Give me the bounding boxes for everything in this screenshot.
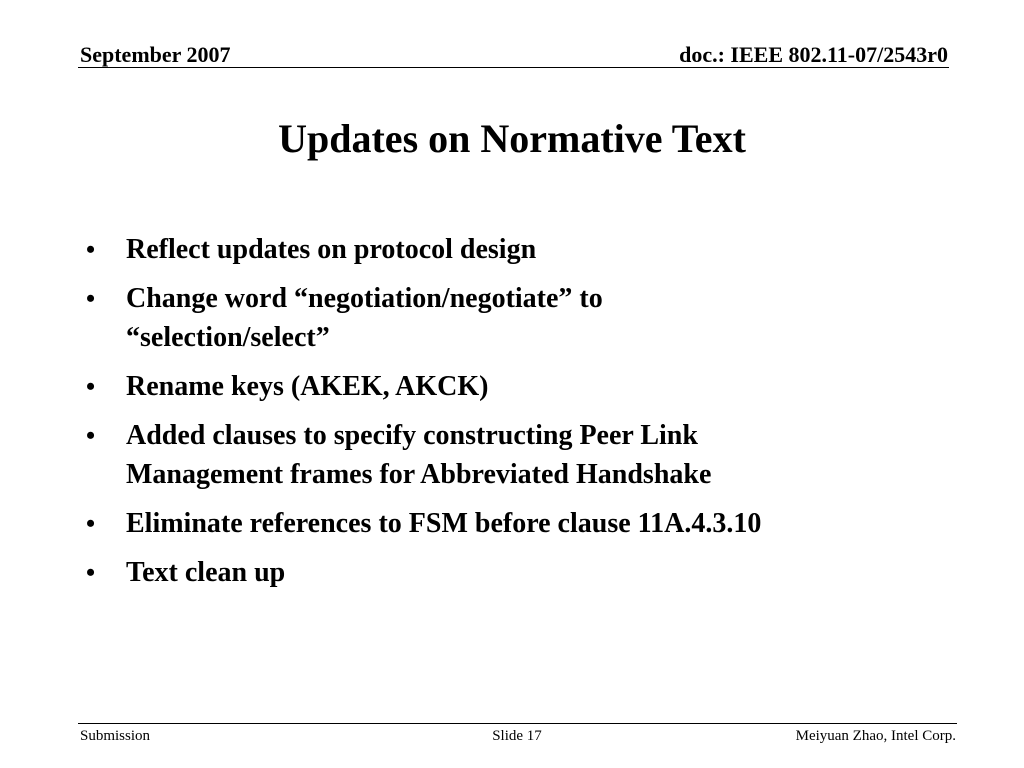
header-doc-id: doc.: IEEE 802.11-07/2543r0 [679, 42, 948, 67]
header-date: September 2007 [80, 42, 231, 67]
bullet-item [86, 553, 946, 592]
footer-submission: Submission [80, 728, 151, 744]
bullet-marker: • [86, 235, 96, 264]
bullet-item [86, 416, 946, 494]
bullet-text: Rename keys (AKEK, AKCK) [126, 371, 489, 402]
header-divider [78, 67, 949, 68]
bullet-marker: • [86, 421, 96, 450]
slide-title: Updates on Normative Text [278, 116, 746, 161]
bullet-item [86, 367, 946, 406]
bullet-marker: • [86, 558, 96, 587]
footer-slide-number: Slide 17 [492, 728, 542, 744]
bullet-item [86, 504, 946, 543]
bullet-marker: • [86, 509, 96, 538]
bullet-item [86, 279, 946, 357]
bullet-text: Reflect updates on protocol design [126, 234, 537, 265]
bullet-text: Eliminate references to FSM before clause 11A.4.3.10 [126, 508, 762, 539]
bullet-marker: • [86, 284, 96, 313]
bullet-text: Text clean up [126, 557, 286, 588]
bullet-list [86, 230, 946, 602]
footer-author: Meiyuan Zhao, Intel Corp. [795, 728, 956, 744]
bullet-item [86, 230, 946, 269]
bullet-marker: • [86, 372, 96, 401]
footer-divider [78, 723, 957, 724]
bullet-text: Added clauses to specify constructing Peer Link Management frames for Abbreviated Handshake [126, 420, 712, 490]
bullet-text: Change word “negotiation/negotiate” to “selection/select” [126, 283, 603, 353]
